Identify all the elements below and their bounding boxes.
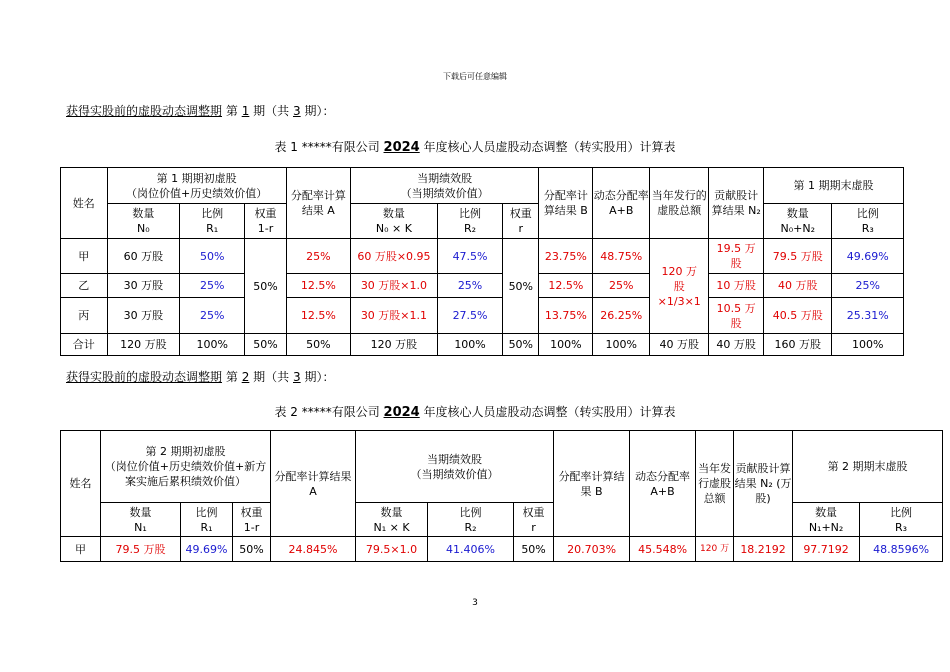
t2-sh-weight: 权重 1-r xyxy=(233,503,271,537)
t2-sh-qty: 数量 N₁ xyxy=(101,503,181,537)
t1-h-name: 姓名 xyxy=(61,168,108,239)
t1-h-initial: 第 1 期期初虚股 （岗位价值+历史绩效价值） xyxy=(107,168,286,204)
t1-sh-qty: 数量 N₀ xyxy=(107,204,179,239)
table-row: 乙 30 万股 25% 12.5% 30 万股×1.0 25% 12.5% 25% 10 万股 40 万股 25% xyxy=(61,274,904,298)
t1-sh-weight: 权重 1-r xyxy=(245,204,286,239)
t2-sh-qty2: 数量 N₁ × K xyxy=(356,503,428,537)
table2 xyxy=(60,430,943,562)
t1-h-alloc-a: 分配率计算结果 A xyxy=(286,168,350,239)
table1-caption: 表 1 *****有限公司 2024 年度核心人员虚股动态调整（转实股用）计算表 xyxy=(274,140,676,155)
t1-sh-weight2: 权重 r xyxy=(503,204,539,239)
t1-sh-qty2: 数量 N₀ × K xyxy=(350,204,437,239)
t2-h-issue: 当年发行虚股总额 xyxy=(696,431,734,537)
t1-sh-ratio: 比例 R₁ xyxy=(180,204,245,239)
t1-sh-ratio2: 比例 R₂ xyxy=(437,204,502,239)
t2-sh-weight2: 权重 r xyxy=(514,503,554,537)
t2-h-initial: 第 2 期期初虚股 （岗位价值+历史绩效价值+新方案实施后累积绩效价值） xyxy=(101,431,271,503)
table-row: 甲 60 万股 50% 50% 25% 60 万股×0.95 47.5% 50% 23.75% 48.75% 120 万股 ×1/3×1 19.5 万股 79.5 万股 49.69% xyxy=(61,239,904,274)
t1-h-end: 第 1 期期末虚股 xyxy=(764,168,904,204)
t1-weight-r: 50% xyxy=(503,239,539,334)
table1 xyxy=(60,167,904,356)
section-heading-1: 获得实股前的虚股动态调整期 第 1 期（共 3 期）： xyxy=(66,104,335,118)
table-total-row: 合计 120 万股 100% 50% 50% 120 万股 100% 50% 100% 100% 40 万股 40 万股 160 万股 100% xyxy=(61,334,904,356)
t2-h-contrib: 贡献股计算结果 N₂ (万股) xyxy=(734,431,793,537)
t1-h-issue: 当年发行的虚股总额 xyxy=(650,168,709,239)
t1-h-contrib: 贡献股计算结果 N₂ xyxy=(709,168,764,239)
t2-h-alloc-b: 分配率计算结果 B xyxy=(554,431,630,537)
t1-sh-ratio3: 比例 R₃ xyxy=(832,204,904,239)
table-row: 甲 79.5 万股 49.69% 50% 24.845% 79.5×1.0 41.406% 50% 20.703% 45.548% 120 万 18.2192 97.7192 48.8596% xyxy=(61,537,943,562)
section-heading-2: 获得实股前的虚股动态调整期 第 2 期（共 3 期）： xyxy=(66,370,335,384)
t2-h-dyn: 动态分配率 A+B xyxy=(630,431,696,537)
table-row: 丙 30 万股 25% 12.5% 30 万股×1.1 27.5% 13.75% 26.25% 10.5 万股 40.5 万股 25.31% xyxy=(61,298,904,334)
t2-h-alloc-a: 分配率计算结果 A xyxy=(271,431,356,537)
t2-sh-ratio: 比例 R₁ xyxy=(181,503,233,537)
t1-issue-total: 120 万股 ×1/3×1 xyxy=(650,239,709,334)
t2-h-perf: 当期绩效股 （当期绩效价值） xyxy=(356,431,554,503)
t1-h-dyn: 动态分配率 A+B xyxy=(593,168,650,239)
t2-h-name: 姓名 xyxy=(61,431,101,537)
table2-caption: 表 2 *****有限公司 2024 年度核心人员虚股动态调整（转实股用）计算表 xyxy=(274,405,676,420)
t1-sh-qty3: 数量 N₀+N₂ xyxy=(764,204,832,239)
page-number: 3 xyxy=(472,598,478,608)
t1-weight-1r: 50% xyxy=(245,239,286,334)
t2-sh-ratio3: 比例 R₃ xyxy=(860,503,943,537)
t1-h-alloc-b: 分配率计算结果 B xyxy=(539,168,593,239)
header-note: 下载后可任意编辑 xyxy=(443,72,507,81)
t2-sh-ratio2: 比例 R₂ xyxy=(428,503,514,537)
t2-sh-qty3: 数量 N₁+N₂ xyxy=(793,503,860,537)
t1-h-perf: 当期绩效股 （当期绩效价值） xyxy=(350,168,538,204)
t2-h-end: 第 2 期期末虚股 xyxy=(793,431,943,503)
